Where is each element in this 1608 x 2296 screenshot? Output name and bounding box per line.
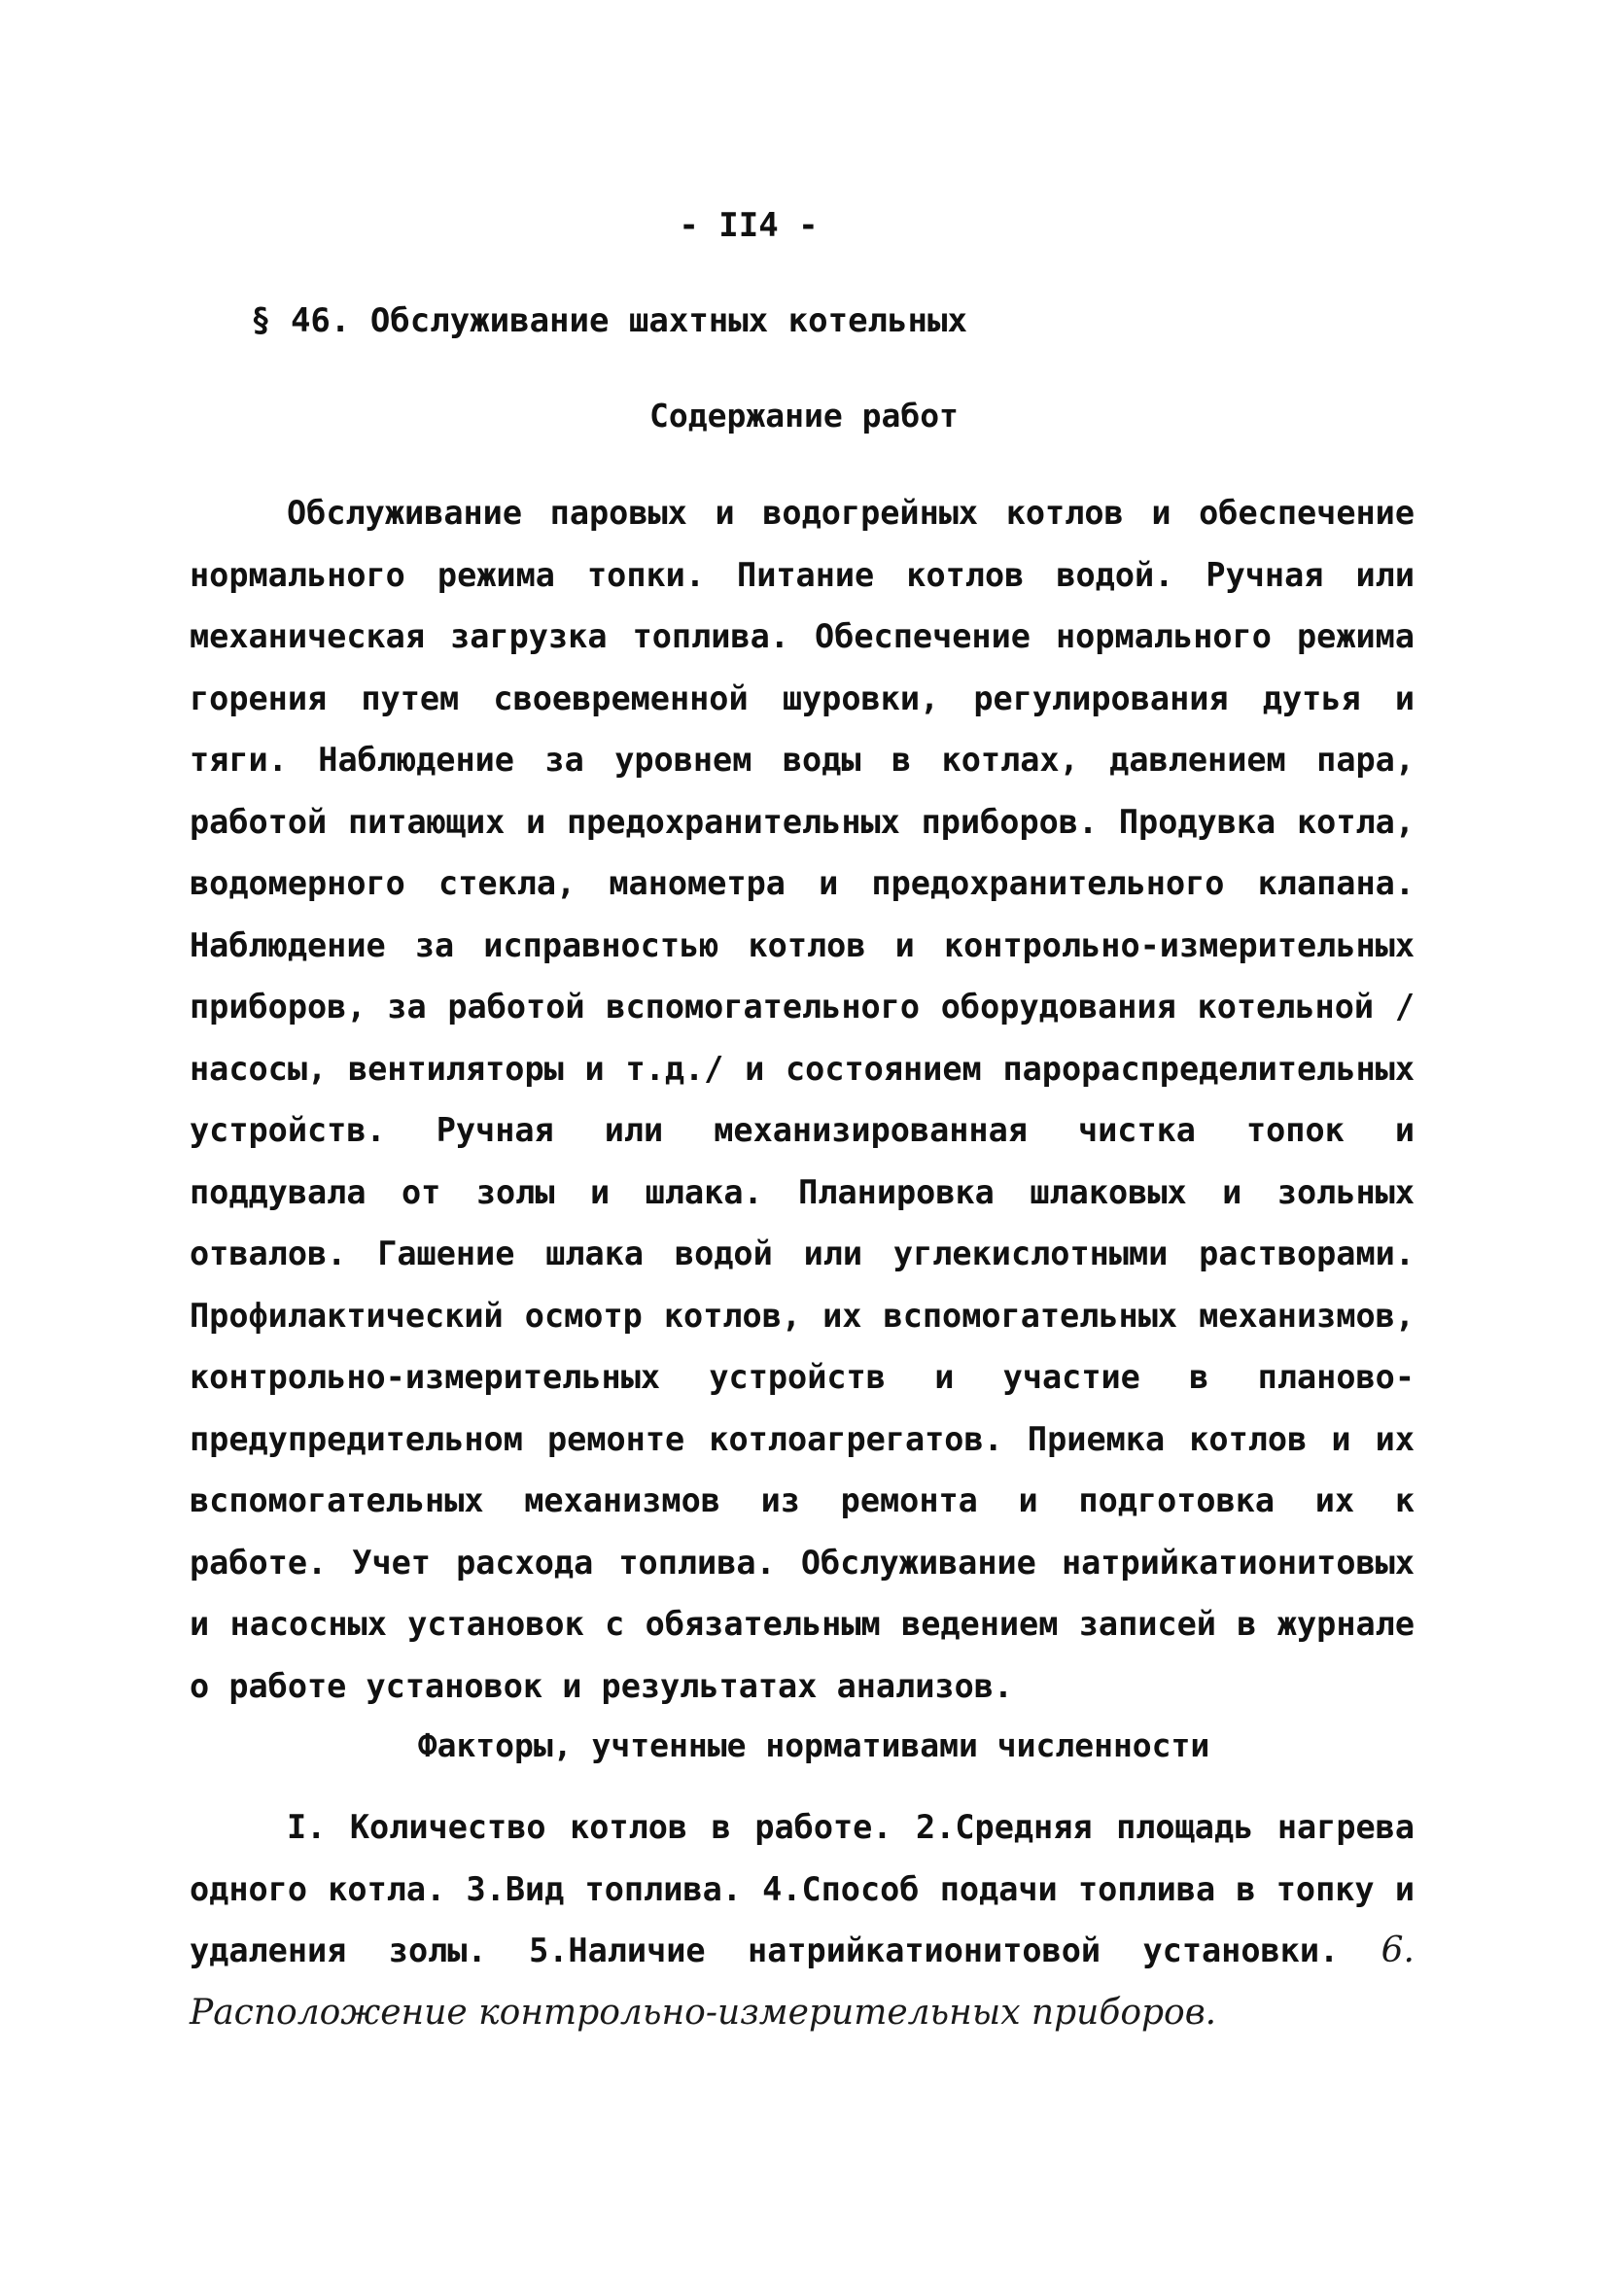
page-number: - II4 -	[679, 206, 819, 245]
content-heading: Содержание работ	[649, 397, 959, 435]
section-title: § 46. Обслуживание шахтных котельных	[251, 301, 967, 340]
handwritten-addition: 6. Расположение контрольно-измерительных приборов.	[190, 1931, 1415, 2033]
factors-text: I. Количество котлов в работе. 2.Средняя площадь нагрева одного котла. 3.Вид топлива. 4.Способ подачи топлива в топку и удаления золы. 5.Наличие натрийкатионитовой установки.	[190, 1808, 1415, 1969]
content-paragraph: Обслуживание паровых и водогрейных котлов и обеспечение нормального режима топки. Питание котлов водой. Ручная или механическая загрузка топлива. Обеспечение нормального режима горения путем своевременной шуровки, регулирования дутья и тяги. Наблюдение за уровнем воды в котлах, давлением пара, работой питающих и предохранительных приборов. Продувка котла, водомерного стекла, манометра и предохранительного клапана. Наблюдение за исправностью котлов и контрольно-измерительных приборов, за работой вспомогательного оборудования котельной /насосы, вентиляторы и т.д./ и состоянием парораспределительных устройств. Ручная или механизированная чистка топок и поддувала от золы и шлака. Планировка шлаковых и зольных отвалов. Гашение шлака водой или углекислотными растворами. Профилактический осмотр котлов, их вспомогательных механизмов, контрольно-измерительных устройств и участие в планово-предупредительном ремонте котлоагрегатов. Приемка котлов и их вспомогательных механизмов из ремонта и подготовка их к работе. Учет расхода топлива. Обслуживание натрийкатионитовых и насосных установок с обязательным ведением записей в журнале о работе установок и результатах анализов.	[190, 494, 1415, 1705]
factors-heading: Факторы, учтенные нормативами численности	[417, 1726, 1210, 1764]
factors-paragraph	[190, 1796, 1415, 2043]
